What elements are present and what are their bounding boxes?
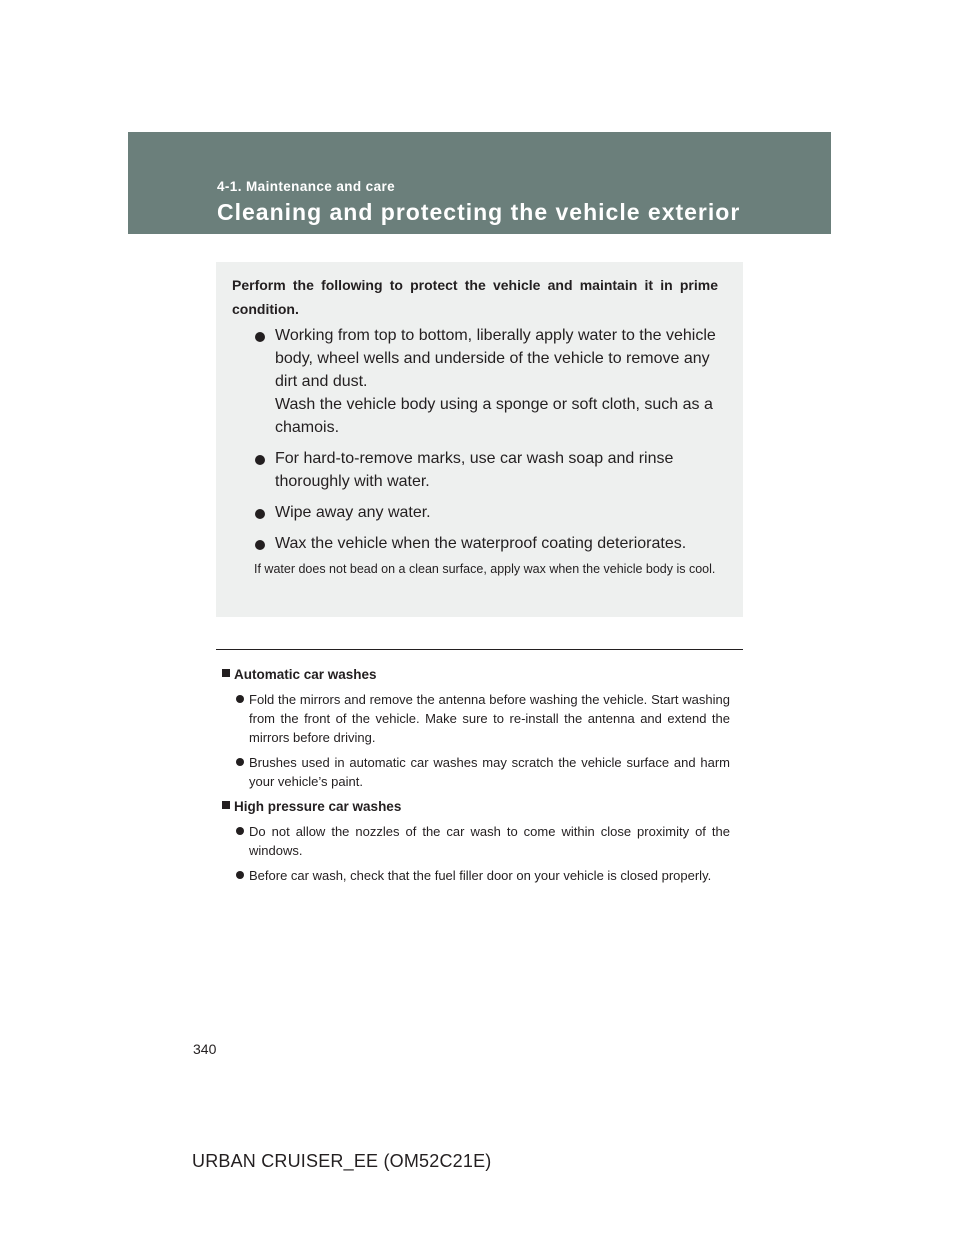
note-item-text: Before car wash, check that the fuel filler door on your vehicle is closed properly. <box>249 868 712 883</box>
note-heading <box>222 798 730 816</box>
note-item-list <box>236 690 730 791</box>
note-heading <box>222 666 730 684</box>
intro-bullet-text: For hard-to-remove marks, use car wash soap and rinse thoroughly with water. <box>275 450 674 490</box>
intro-bullet <box>254 447 724 493</box>
page-number: 340 <box>193 1041 217 1057</box>
bullet-dot-icon <box>255 332 265 342</box>
intro-bullet <box>254 324 724 439</box>
note-item <box>236 866 730 885</box>
bullet-dot-icon <box>236 758 244 766</box>
note-item <box>236 753 730 791</box>
intro-bullet <box>254 501 724 524</box>
note-item-list <box>236 822 730 885</box>
note-heading-text: High pressure car washes <box>234 799 402 814</box>
intro-bullet-text: Working from top to bottom, liberally apply water to the vehicle body, wheel wells and underside of the vehicle to remove any dirt and dust. <box>275 327 716 390</box>
note-heading-text: Automatic car washes <box>234 667 377 682</box>
page-title: Cleaning and protecting the vehicle exterior <box>217 199 741 225</box>
bullet-dot-icon <box>255 455 265 465</box>
intro-text: Perform the following to protect the vehicle and maintain it in prime condition. <box>232 277 718 317</box>
intro-box <box>216 262 743 617</box>
bullet-dot-icon <box>236 827 244 835</box>
note-item <box>236 690 730 747</box>
intro-bullet-text: Wipe away any water. <box>275 504 431 521</box>
header-band <box>128 132 831 234</box>
intro-bullet-list <box>254 324 724 563</box>
note-item <box>236 822 730 860</box>
square-bullet-icon <box>222 669 230 677</box>
note-item-text: Do not allow the nozzles of the car wash to come within close proximity of the windows. <box>249 824 730 858</box>
intro-bullet-text: Wax the vehicle when the waterproof coating deteriorates. <box>275 535 687 552</box>
notes-section <box>222 666 730 892</box>
intro-bullet <box>254 532 724 555</box>
bullet-dot-icon <box>255 540 265 550</box>
bullet-dot-icon <box>236 695 244 703</box>
intro-bullet-subtext: Wash the vehicle body using a sponge or soft cloth, such as a chamois. <box>275 396 713 436</box>
bullet-dot-icon <box>236 871 244 879</box>
intro-note: If water does not bead on a clean surface, apply wax when the vehicle body is cool. <box>254 562 716 576</box>
section-divider <box>216 649 743 650</box>
square-bullet-icon <box>222 801 230 809</box>
bullet-dot-icon <box>255 509 265 519</box>
section-label: 4-1. Maintenance and care <box>217 179 396 194</box>
footer-model-code: URBAN CRUISER_EE (OM52C21E) <box>192 1151 492 1171</box>
note-item-text: Brushes used in automatic car washes may scratch the vehicle surface and harm your vehicle’s paint. <box>249 755 730 789</box>
note-item-text: Fold the mirrors and remove the antenna before washing the vehicle. Start washing from the front of the vehicle. Make sure to re-install the antenna and extend the mirrors before driving. <box>249 692 730 745</box>
